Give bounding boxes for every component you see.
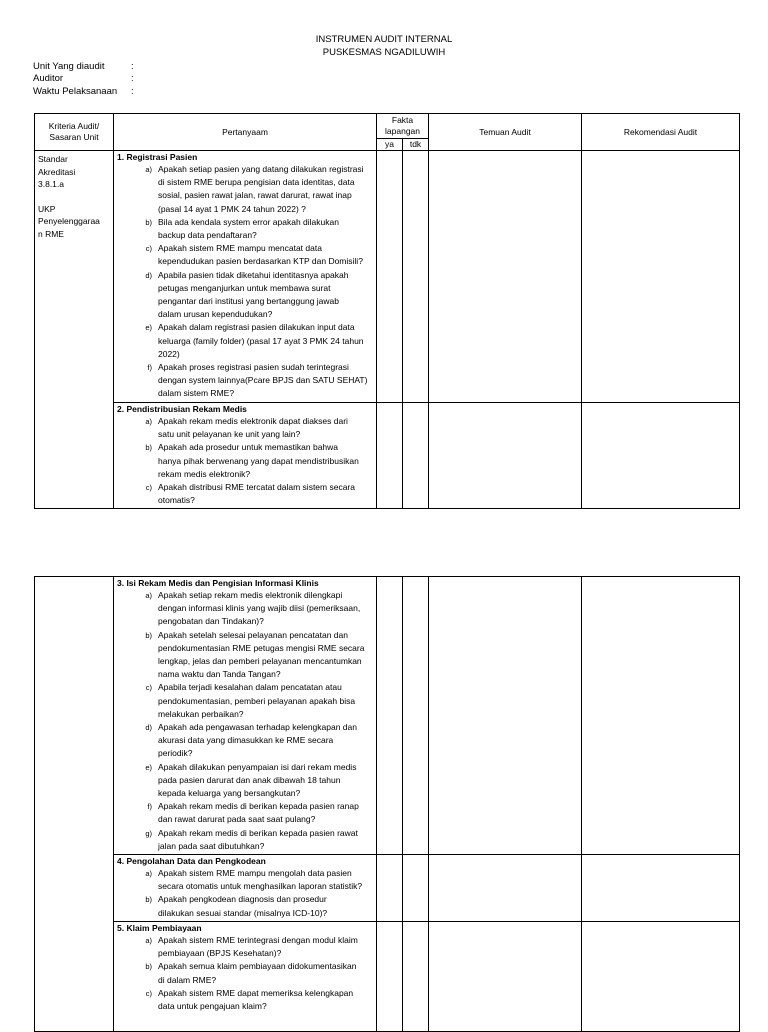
table-header-row (35, 114, 740, 139)
item-letter: c) (145, 483, 152, 493)
question-item (117, 867, 374, 893)
question-cell (114, 403, 377, 509)
question-item (117, 321, 374, 361)
item-text: Apabila terjadi kesalahan dalam pencatatan atau pendokumentasian, pemberi pelayanan apakah bisa melakukan perbaikan? (158, 682, 356, 719)
item-letter: b) (145, 630, 152, 640)
item-text: Apakah dalam registrasi pasien dilakukan input data keluarga (family folder) (pasal 17 ayat 3 PMK 24 tahun 2022) (158, 322, 364, 359)
item-letter: e) (145, 762, 152, 772)
item-text: Apakah distribusi RME tercatat dalam sistem secara otomatis? (158, 482, 355, 506)
col-header-pertanyaan: Pertanyaam (114, 114, 377, 151)
answer-ya-cell[interactable] (377, 151, 403, 403)
question-cell (114, 151, 377, 403)
info-waktu (33, 86, 134, 97)
temuan-cell[interactable] (429, 403, 582, 509)
item-text: Apakah setelah selesai pelayanan pencatatan dan pendokumentasian RME petugas mengisi RME secara lengkap, jelas dan pemberi pelayanan mencantumkan nama waktu dan Tanda Tangan? (158, 629, 365, 680)
info-label: Waktu Pelaksanaan (33, 86, 118, 97)
answer-ya-cell[interactable] (377, 855, 403, 922)
item-letter: b) (145, 962, 152, 972)
item-text: Apakah ada prosedur untuk memastikan bahwa hanya pihak berwenang yang dapat mendistribusikan rekam medis elektronik? (158, 442, 359, 479)
question-item (117, 987, 374, 1013)
question-cell (114, 855, 377, 922)
item-text: Apakah sistem RME dapat memeriksa kelengkapan data untuk pengajuan klaim? (158, 987, 354, 1012)
section-title: 2. Pendistribusian Rekam Medis (117, 404, 247, 414)
rekomendasi-cell[interactable] (582, 403, 740, 509)
answer-tdk-cell[interactable] (403, 403, 429, 509)
document-title: INSTRUMEN AUDIT INTERNAL (315, 34, 453, 45)
item-text: Apakah setiap rekam medis elektronik dilengkapi dengan informasi klinis yang wajib diisi (pemeriksaan, pengobatan dan Tindakan)? (158, 590, 361, 627)
question-item (117, 893, 374, 919)
item-letter: e) (145, 323, 152, 333)
question-item (117, 629, 374, 682)
item-letter: a) (145, 417, 152, 426)
question-item (117, 481, 374, 507)
audit-table-page-1 (34, 113, 740, 509)
question-cell (114, 922, 377, 1032)
item-text: Apabila pasien tidak diketahui identitasnya apakah petugas menganjurkan untuk membawa surat pengantar dari institusi yang bertanggung jawab dalam urusan kependudukan? (158, 269, 349, 320)
item-text: Apakah setiap pasien yang datang dilakukan registrasi di sistem RME berupa pengisian data identitas, data sosial, pasien rawat jalan, rawat darurat, rawat inap (pasal 14 ayat 1 PMK 24 tahun 2022) ? (158, 164, 364, 214)
question-item (117, 721, 374, 761)
item-letter: c) (145, 683, 152, 693)
item-text: Apakah sistem RME terintegrasi dengan modul klaim pembiayaan (BPJS Kesehatan)? (158, 935, 358, 959)
table-row (35, 577, 740, 855)
info-unit (33, 61, 134, 72)
question-item (117, 163, 374, 216)
table-row (35, 151, 740, 403)
item-text: Apakah proses registrasi pasien sudah terintegrasi dengan system lainnya(Pcare BPJS dan SATU SEHAT) dalam sistem RME? (158, 362, 368, 399)
item-letter: b) (145, 895, 152, 905)
answer-tdk-cell[interactable] (403, 151, 429, 403)
table-row (35, 922, 740, 1032)
question-item (117, 934, 374, 960)
question-item (117, 415, 374, 441)
info-colon: : (131, 73, 134, 84)
item-text: Apakah rekam medis elektronik dapat diakses dari satu unit pelayanan ke unit yang lain? (158, 416, 348, 440)
item-letter: c) (145, 244, 152, 254)
item-text: Apakah ada pengawasan terhadap kelengkapan dan akurasi data yang dimasukkan ke RME secara periodik? (158, 722, 357, 759)
rekomendasi-cell[interactable] (582, 855, 740, 922)
item-letter: g) (145, 828, 152, 838)
item-text: Apakah dilakukan penyampaian isi dari rekam medis pada pasien darurat dan anak dibawah 18 tahun kepada keluarga yang bersangkutan? (158, 761, 357, 799)
criteria-standar: Standar Akreditasi 3.8.1.a (38, 154, 76, 189)
temuan-cell[interactable] (429, 151, 582, 403)
temuan-cell[interactable] (429, 855, 582, 922)
item-letter: d) (145, 270, 152, 280)
item-letter: b) (145, 443, 152, 453)
temuan-cell[interactable] (429, 922, 582, 1032)
info-colon: : (131, 86, 134, 97)
rekomendasi-cell[interactable] (582, 151, 740, 403)
question-item (117, 761, 374, 801)
question-item (117, 216, 374, 242)
item-letter: d) (145, 723, 152, 733)
criteria-cell (35, 151, 114, 509)
criteria-ukp: UKP Penyelenggaraa n RME (38, 203, 100, 239)
item-text: Apakah sistem RME mampu mencatat data kependudukan pasien berdasarkan KTP dan Domisili? (158, 243, 363, 267)
table-row (35, 855, 740, 922)
audit-table-page-2 (34, 576, 740, 1032)
item-letter: a) (145, 165, 152, 174)
section-title: 4. Pengolahan Data dan Pengkodean (117, 856, 266, 866)
item-letter: f) (147, 802, 152, 812)
col-header-rekomendasi: Rekomendasi Audit (582, 114, 740, 151)
item-letter: f) (147, 363, 152, 373)
criteria-cell (35, 577, 114, 1032)
item-text: Apakah pengkodean diagnosis dan prosedur dilakukan sesuai standar (misalnya ICD-10)? (158, 894, 328, 918)
answer-tdk-cell[interactable] (403, 922, 429, 1032)
rekomendasi-cell[interactable] (582, 922, 740, 1032)
item-letter: a) (145, 936, 152, 945)
col-header-ya: ya (377, 139, 403, 151)
section-title: 3. Isi Rekam Medis dan Pengisian Informasi Klinis (117, 578, 319, 588)
section-title: 1. Registrasi Pasien (117, 152, 198, 162)
temuan-cell[interactable] (429, 577, 582, 855)
question-item (117, 589, 374, 629)
rekomendasi-cell[interactable] (582, 577, 740, 855)
info-colon: : (131, 61, 134, 72)
table-row (35, 403, 740, 509)
item-letter: b) (145, 217, 152, 227)
question-item (117, 960, 374, 986)
item-text: Bila ada kendala system error apakah dilakukan backup data pendaftaran? (158, 216, 339, 241)
question-item (117, 800, 374, 826)
question-item (117, 681, 374, 721)
question-item (117, 269, 374, 322)
col-header-fakta: Fakta lapangan (377, 114, 429, 139)
info-auditor (33, 73, 134, 84)
item-letter: a) (145, 591, 152, 600)
answer-tdk-cell[interactable] (403, 855, 429, 922)
col-header-temuan: Temuan Audit (429, 114, 582, 151)
question-item (117, 441, 374, 481)
answer-ya-cell[interactable] (377, 922, 403, 1032)
item-letter: a) (145, 869, 152, 878)
col-header-tdk: tdk (403, 139, 429, 151)
question-item (117, 361, 374, 401)
item-text: Apakah semua klaim pembiayaan didokumentasikan di dalam RME? (158, 961, 357, 985)
document-subtitle: PUSKESMAS NGADILUWIH (322, 47, 446, 58)
info-label: Unit Yang diaudit (33, 61, 105, 72)
question-item (117, 827, 374, 853)
section-title: 5. Klaim Pembiayaan (117, 923, 202, 933)
question-item (117, 242, 374, 268)
answer-ya-cell[interactable] (377, 403, 403, 509)
item-letter: c) (145, 988, 152, 998)
item-text: Apakah rekam medis di berikan kepada pasien rawat jalan pada saat dibutuhkan? (158, 827, 358, 851)
item-text: Apakah rekam medis di berikan kepada pasien ranap dan rawat darurat pada saat saat pulang? (158, 801, 359, 825)
answer-ya-cell[interactable] (377, 577, 403, 855)
question-cell (114, 577, 377, 855)
item-text: Apakah sistem RME mampu mengolah data pasien secara otomatis untuk menghasilkan laporan statistik? (158, 868, 363, 892)
answer-tdk-cell[interactable] (403, 577, 429, 855)
col-header-kriteria: Kriteria Audit/ Sasaran Unit (35, 114, 114, 151)
info-label: Auditor (33, 73, 64, 84)
